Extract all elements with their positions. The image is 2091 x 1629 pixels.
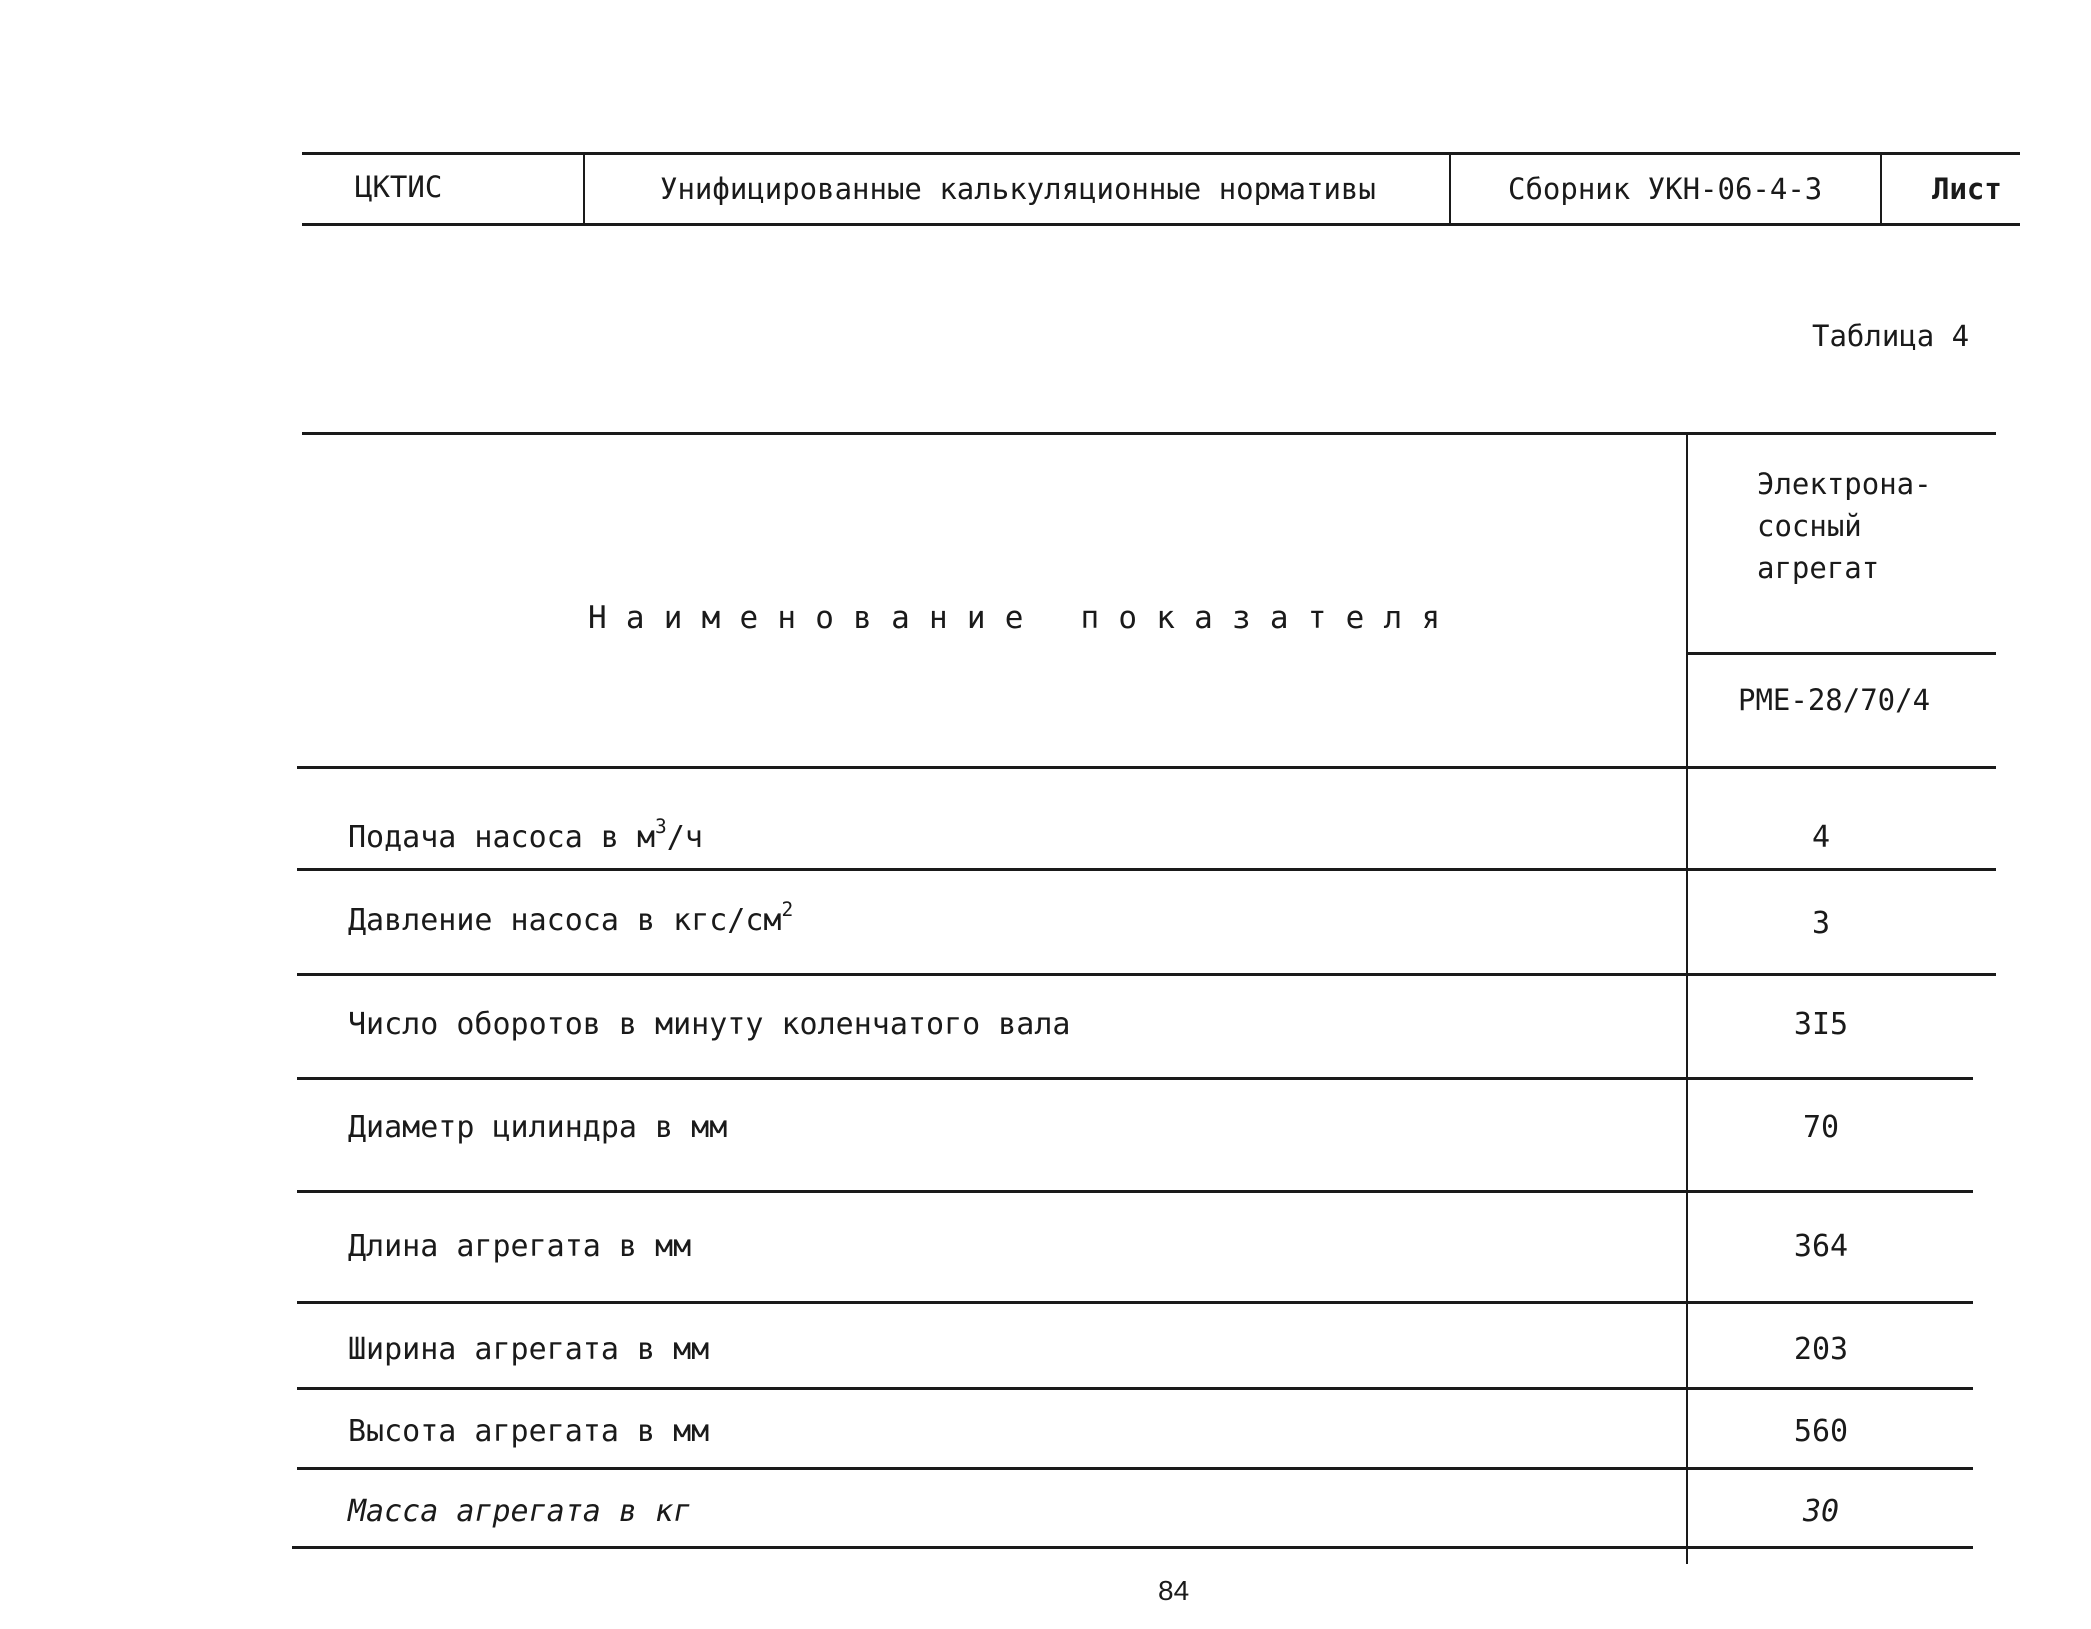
row-label: Длина агрегата в мм [348,1229,692,1264]
row-rule [297,1467,1973,1470]
row-rule [297,1387,1973,1390]
header-divider-1 [583,154,585,224]
header-sheet: Лист [1932,172,2002,206]
row-rule [297,1077,1973,1080]
row-label: Ширина агрегата в мм [348,1332,710,1367]
table-caption: Таблица 4 [1812,319,1970,353]
row-label-tail: /ч [666,820,703,855]
header-bottom-rule [302,223,2020,226]
table-top-rule [302,432,1996,435]
row-label: Число оборотов в минуту коленчатого вала [348,1007,1071,1042]
header-title: Унифицированные калькуляционные нормативы [660,172,1376,206]
row-value: 4 [1811,820,1831,855]
row-value: 3I5 [1793,1007,1849,1042]
row-value: 203 [1793,1332,1849,1367]
row-label [348,815,703,855]
row-value: 364 [1793,1229,1849,1264]
row-label-sup: 2 [781,898,794,922]
header-top-rule [302,152,2020,155]
row-label-text: Подача насоса в м [348,820,656,855]
column-header-value-line-1: Электрона- [1757,467,1932,501]
row-value: 560 [1793,1414,1849,1449]
table-header-inner-rule [1688,652,1996,655]
row-label [348,898,794,938]
header-org: ЦКТИС [355,170,443,204]
row-rule [297,868,1996,871]
row-label-sup: 3 [655,815,667,839]
row-rule [297,1190,1973,1193]
column-header-value-type [1757,463,1932,589]
row-label: Диаметр цилиндра в мм [348,1110,728,1145]
row-label: Масса агрегата в кг [348,1494,692,1529]
page-number: 84 [1158,1575,1190,1606]
header-collection: Сборник УКН-06-4-3 [1508,172,1823,206]
column-header-name: Наименование показателя [588,600,1460,636]
row-value: 30 [1802,1494,1840,1529]
table-bottom-rule [292,1546,1973,1549]
table-header-bottom-rule [297,766,1996,769]
row-value: 3 [1811,906,1831,941]
column-header-value-line-2: сосный [1757,509,1862,543]
row-rule [297,1301,1973,1304]
column-header-value-line-3: агрегат [1757,551,1880,585]
table-column-divider [1686,434,1688,1564]
row-label-text: Давление насоса в кгс/см [348,903,782,938]
column-header-value-model: РМЕ-28/70/4 [1738,683,1931,717]
row-rule [297,973,1996,976]
row-value: 70 [1802,1110,1840,1145]
header-divider-3 [1880,154,1882,224]
header-divider-2 [1449,154,1451,224]
row-label: Высота агрегата в мм [348,1414,710,1449]
